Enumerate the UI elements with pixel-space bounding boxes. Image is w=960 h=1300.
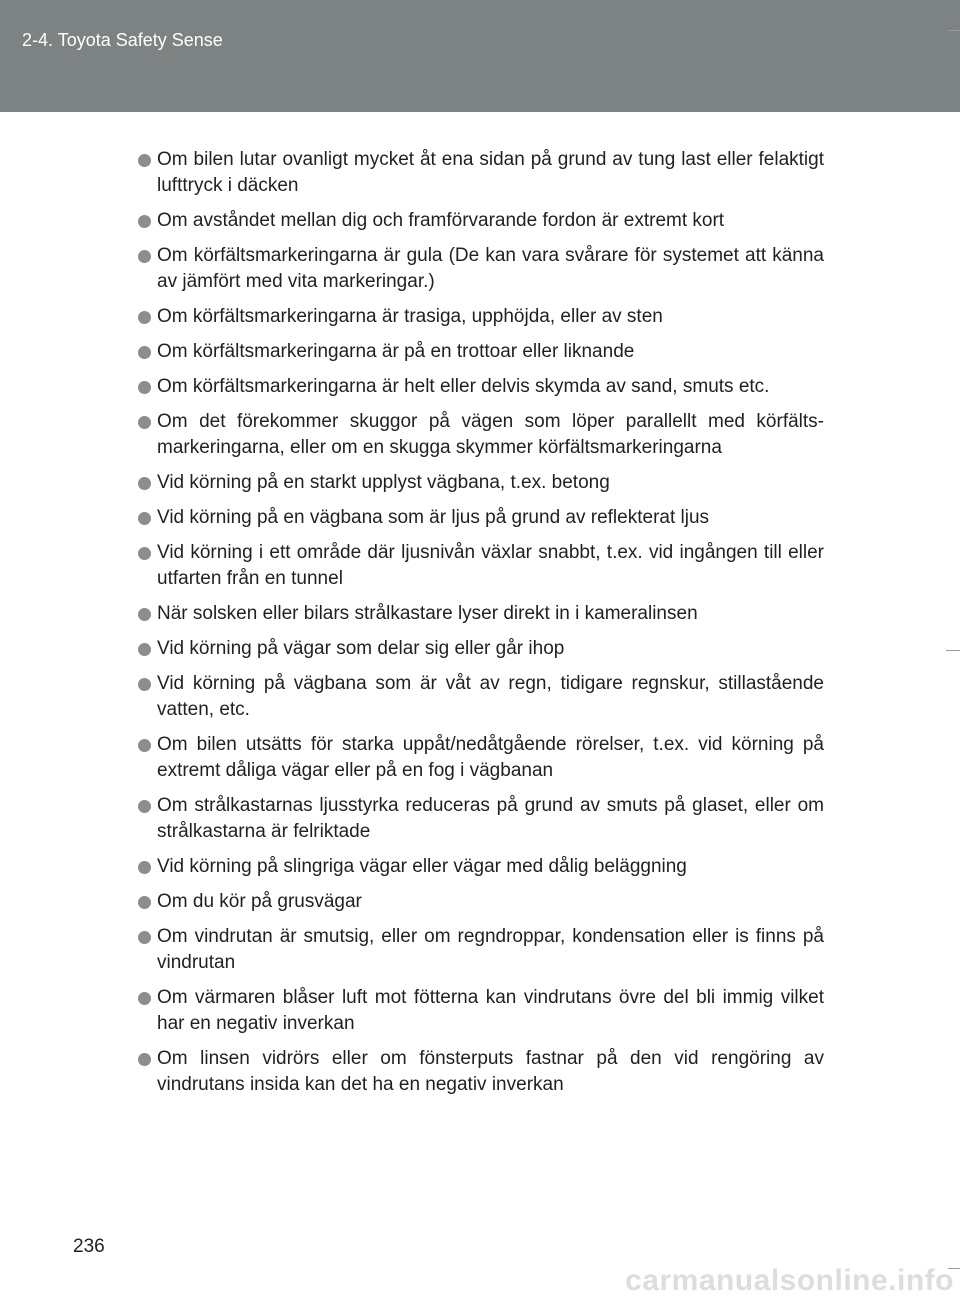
list-item [138, 854, 824, 880]
list-item-text: Om körfältsmarkeringarna är på en trottoar eller liknande [157, 341, 635, 362]
list-item-text: Om avståndet mellan dig och framförvarande fordon är extremt kort [157, 210, 725, 231]
list-item-text: Vid körning i ett område där ljusnivån växlar snabbt, t.ex. vid ingången till eller utfarten från en tunnel [157, 542, 824, 589]
list-item-text: Om du kör på grusvägar [157, 891, 362, 912]
list-item [138, 732, 824, 784]
list-item-text: Om körfältsmarkeringarna är gula (De kan vara svårare för systemet att känna av jämfört med vita markeringar.) [157, 245, 824, 292]
list-item [138, 470, 824, 496]
list-item-text: Om linsen vidrörs eller om fönsterputs fastnar på den vid rengöring av vindrutans insida kan det ha en negativ inverkan [157, 1048, 824, 1095]
crop-mark-middle [946, 650, 960, 651]
list-item [138, 636, 824, 662]
list-item [138, 540, 824, 592]
list-item [138, 304, 824, 330]
list-item [138, 374, 824, 400]
bullet-icon [138, 512, 151, 525]
bullet-icon [138, 861, 151, 874]
list-item-text: Om värmaren blåser luft mot fötterna kan vindrutans övre del bli immig vilket har en negativ inverkan [157, 987, 824, 1034]
bullet-icon [138, 643, 151, 656]
list-item [138, 208, 824, 234]
header-band [0, 0, 960, 112]
bullet-icon [138, 215, 151, 228]
bullet-icon [138, 1053, 151, 1066]
bullet-icon [138, 154, 151, 167]
bullet-icon [138, 416, 151, 429]
list-item [138, 409, 824, 461]
list-item-text: Om bilen utsätts för starka uppåt/nedåtgående rörelser, t.ex. vid körning på extremt dåliga vägar eller på en fog i vägbanan [157, 734, 824, 781]
bullet-icon [138, 800, 151, 813]
list-item [138, 339, 824, 365]
list-item [138, 924, 824, 976]
bullet-icon [138, 311, 151, 324]
list-item [138, 601, 824, 627]
bullet-icon [138, 547, 151, 560]
bullet-icon [138, 477, 151, 490]
watermark-logo: carmanualsonline.info [625, 1264, 954, 1297]
list-item-text: Vid körning på en starkt upplyst vägbana, t.ex. betong [157, 472, 610, 493]
list-item [138, 243, 824, 295]
bullet-icon [138, 992, 151, 1005]
list-item-text: Om bilen lutar ovanligt mycket åt ena sidan på grund av tung last eller felaktigt lufttryck i däcken [157, 149, 824, 196]
list-item [138, 671, 824, 723]
list-item [138, 793, 824, 845]
bullet-icon [138, 931, 151, 944]
list-item [138, 147, 824, 199]
crop-mark-top [948, 30, 960, 31]
list-item-text: Vid körning på en vägbana som är ljus på grund av reflekterat ljus [157, 507, 710, 528]
bullet-icon [138, 608, 151, 621]
list-item-text: När solsken eller bilars strålkastare lyser direkt in i kameralinsen [157, 603, 698, 624]
bullet-list [138, 147, 824, 1107]
list-item-text: Om körfältsmarkeringarna är trasiga, upphöjda, eller av sten [157, 306, 663, 327]
bullet-icon [138, 381, 151, 394]
bullet-icon [138, 250, 151, 263]
list-item-text: Om körfältsmarkeringarna är helt eller delvis skymda av sand, smuts etc. [157, 376, 770, 397]
list-item [138, 889, 824, 915]
list-item-text: Vid körning på slingriga vägar eller vägar med dålig beläggning [157, 856, 687, 877]
bullet-icon [138, 346, 151, 359]
list-item-text: Om det förekommer skuggor på vägen som löper parallellt med körfälts-markeringarna, eller om en skugga skymmer körfältsmarkeringarna [157, 411, 824, 458]
page-number: 236 [73, 1236, 105, 1257]
list-item-text: Vid körning på vägar som delar sig eller går ihop [157, 638, 565, 659]
list-item-text: Om vindrutan är smutsig, eller om regndroppar, kondensation eller is finns på vindrutan [157, 926, 824, 973]
list-item [138, 505, 824, 531]
section-title: 2-4. Toyota Safety Sense [22, 30, 223, 50]
list-item [138, 1046, 824, 1098]
bullet-icon [138, 678, 151, 691]
list-item-text: Om strålkastarnas ljusstyrka reduceras på grund av smuts på glaset, eller om strålkastarna är felriktade [157, 795, 824, 842]
bullet-icon [138, 896, 151, 909]
list-item-text: Vid körning på vägbana som är våt av regn, tidigare regnskur, stillastående vatten, etc. [157, 673, 824, 720]
list-item [138, 985, 824, 1037]
bullet-icon [138, 739, 151, 752]
